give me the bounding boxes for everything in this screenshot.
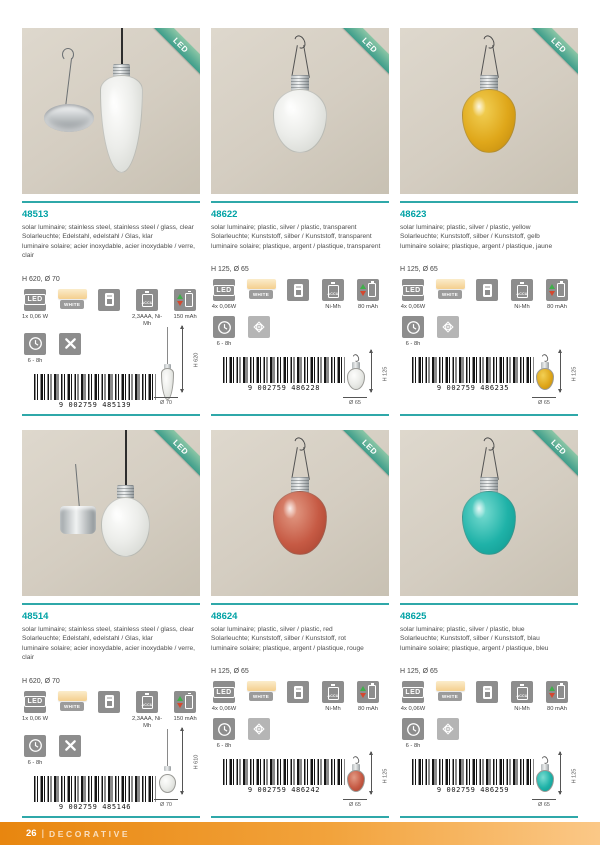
ean-number: 9 002759 486242 bbox=[247, 786, 321, 795]
switch-spec bbox=[474, 279, 500, 301]
spec-icons-row2 bbox=[400, 316, 578, 348]
divider-line bbox=[400, 816, 578, 818]
diameter-label: Ø 70 bbox=[150, 397, 182, 406]
clip-icon bbox=[437, 316, 459, 338]
description-de: Solarleuchte; Kunststoff, silber / Kunststoff, blau bbox=[400, 635, 540, 643]
bulb-illustration bbox=[100, 75, 143, 173]
switch-icon bbox=[476, 681, 498, 703]
clip-icon bbox=[248, 718, 270, 740]
ean-number: 9 002759 485139 bbox=[58, 400, 132, 409]
led-ribbon: LED bbox=[333, 430, 389, 484]
height-dimension-line bbox=[560, 752, 561, 794]
product-code: 48625 bbox=[400, 611, 427, 622]
capacity-spec bbox=[172, 289, 198, 321]
recharge-icon bbox=[174, 691, 196, 713]
divider-line bbox=[211, 201, 389, 203]
burn-time-label: 6 - 8h bbox=[216, 341, 232, 348]
switch-icon bbox=[98, 691, 120, 713]
battery-icon: ACCU bbox=[511, 681, 533, 703]
crossed-tools-icon bbox=[59, 735, 81, 757]
capacity-spec bbox=[544, 279, 570, 311]
capacity-spec bbox=[544, 681, 570, 713]
led-spec bbox=[22, 691, 48, 723]
burn-time-spec bbox=[22, 333, 48, 365]
height-label: H 620 bbox=[193, 352, 200, 368]
battery-icon: ACCU bbox=[322, 681, 344, 703]
ean-number: 9 002759 486259 bbox=[436, 786, 510, 795]
battery-icon: ACCU bbox=[511, 279, 533, 301]
switch-icon bbox=[287, 279, 309, 301]
led-icon: LED bbox=[24, 691, 46, 713]
description-fr: luminaire solaire; acier inoxydable, acier inoxydable / verre, clair bbox=[22, 644, 195, 662]
diameter-label: Ø 65 bbox=[339, 397, 371, 406]
battery-label: Ni-Mh bbox=[514, 304, 530, 311]
barcode bbox=[223, 759, 345, 785]
spec-icons-row2 bbox=[400, 718, 578, 750]
dimension-drawing bbox=[333, 750, 387, 808]
divider-line bbox=[22, 201, 200, 203]
hanging-wire bbox=[65, 58, 72, 108]
wattage-label: 1x 0,06 W bbox=[22, 313, 49, 320]
product-card-48623 bbox=[400, 28, 578, 416]
height-dimension-line bbox=[560, 350, 561, 392]
wire-hook bbox=[481, 33, 496, 50]
switch-spec bbox=[285, 681, 311, 703]
switch-spec bbox=[96, 289, 122, 311]
spec-icons-row2 bbox=[211, 316, 389, 348]
stainless-holder bbox=[60, 506, 96, 534]
bulb-illustration bbox=[273, 89, 327, 153]
clock-icon bbox=[213, 316, 235, 338]
description-fr: luminaire solaire; plastique, argent / plastique, bleu bbox=[400, 644, 549, 652]
recharge-icon bbox=[546, 279, 568, 301]
clip-icon bbox=[437, 718, 459, 740]
spec-icons-row2 bbox=[211, 718, 389, 750]
product-code: 48622 bbox=[211, 209, 238, 220]
page-number: 26 bbox=[26, 828, 37, 839]
spec-icons-row1 bbox=[211, 279, 389, 311]
led-spec bbox=[400, 681, 426, 713]
led-spec bbox=[400, 279, 426, 311]
spec-icons-row1 bbox=[400, 681, 578, 713]
switch-icon bbox=[98, 289, 120, 311]
bulb-illustration bbox=[101, 497, 150, 557]
capacity-label: 80 mAh bbox=[358, 706, 378, 713]
burn-time-label: 6 - 8h bbox=[405, 341, 421, 348]
capacity-spec bbox=[355, 681, 381, 713]
dimensions-text: H 125, Ø 65 bbox=[400, 668, 438, 676]
description-en: solar luminaire; plastic, silver / plastic, red bbox=[211, 626, 333, 633]
divider-line bbox=[400, 414, 578, 416]
warm-white-icon: WHITE bbox=[435, 279, 465, 299]
description-en: solar luminaire; plastic, silver / plastic, transparent bbox=[211, 224, 357, 231]
diameter-label: Ø 65 bbox=[339, 799, 371, 808]
burn-time-label: 6 - 8h bbox=[27, 357, 43, 364]
clock-icon bbox=[24, 735, 46, 757]
switch-spec bbox=[285, 279, 311, 301]
description-en: solar luminaire; plastic, silver / plastic, yellow bbox=[400, 224, 531, 231]
wattage-label: 4x 0,06W bbox=[400, 706, 426, 713]
divider-line bbox=[22, 603, 200, 605]
battery-icon: ACCU bbox=[136, 289, 158, 311]
led-icon: LED bbox=[402, 681, 424, 703]
battery-label: 2,3AAA, Ni-Mh bbox=[131, 715, 163, 729]
led-ribbon: LED bbox=[144, 430, 200, 484]
product-card-48514 bbox=[22, 430, 200, 818]
product-code: 48623 bbox=[400, 209, 427, 220]
spec-icons-row1 bbox=[22, 691, 200, 730]
barcode bbox=[412, 357, 534, 383]
divider-line bbox=[400, 603, 578, 605]
diameter-label: Ø 70 bbox=[150, 799, 182, 808]
description-fr: luminaire solaire; plastique, argent / plastique, rouge bbox=[211, 644, 364, 652]
burn-time-label: 6 - 8h bbox=[405, 743, 421, 750]
divider-line bbox=[211, 816, 389, 818]
dimensions-text: H 620, Ø 70 bbox=[22, 275, 60, 283]
recharge-icon bbox=[174, 289, 196, 311]
clock-icon bbox=[213, 718, 235, 740]
battery-label: Ni-Mh bbox=[325, 706, 341, 713]
ean-number: 9 002759 485146 bbox=[58, 802, 132, 811]
product-photo bbox=[22, 430, 200, 596]
bulb-illustration bbox=[462, 89, 516, 153]
bulb-illustration bbox=[462, 491, 516, 555]
burn-time-spec bbox=[400, 316, 426, 348]
warm-white-icon: WHITE bbox=[435, 681, 465, 701]
description-de: Solarleuchte; Kunststoff, silber / Kunststoff, rot bbox=[211, 635, 346, 643]
recharge-icon bbox=[357, 681, 379, 703]
diameter-label: Ø 65 bbox=[528, 799, 560, 808]
dimensions-text: H 125, Ø 65 bbox=[211, 668, 249, 676]
dimension-drawing bbox=[522, 348, 576, 406]
tools-spec bbox=[57, 735, 83, 757]
capacity-label: 80 mAh bbox=[358, 304, 378, 311]
stainless-dish bbox=[44, 104, 94, 132]
burn-time-spec bbox=[211, 316, 237, 348]
product-photo bbox=[400, 430, 578, 596]
description-en: solar luminaire; stainless steel, stainless steel / glass, clear bbox=[22, 626, 194, 633]
product-photo bbox=[211, 430, 389, 596]
dimension-drawing bbox=[333, 348, 387, 406]
burn-time-label: 6 - 8h bbox=[216, 743, 232, 750]
recharge-icon bbox=[546, 681, 568, 703]
hanging-wire bbox=[75, 464, 80, 508]
recharge-icon bbox=[357, 279, 379, 301]
led-ribbon bbox=[144, 28, 200, 82]
height-label: H 125 bbox=[571, 768, 578, 784]
spec-icons-row1 bbox=[211, 681, 389, 713]
battery-spec bbox=[320, 681, 346, 713]
divider-line bbox=[400, 201, 578, 203]
divider-line bbox=[22, 816, 200, 818]
led-spec bbox=[22, 289, 48, 321]
crossed-tools-icon bbox=[59, 333, 81, 355]
warm-white-icon: WHITE bbox=[246, 681, 276, 701]
wattage-label: 4x 0,06W bbox=[211, 706, 237, 713]
wire-hook bbox=[292, 33, 307, 50]
burn-time-spec bbox=[400, 718, 426, 750]
battery-spec bbox=[131, 691, 163, 730]
product-card-48625 bbox=[400, 430, 578, 818]
description-de: Solarleuchte; Kunststoff, silber / Kunststoff, transparent bbox=[211, 233, 372, 241]
page-footer bbox=[0, 822, 600, 845]
wire-hook bbox=[292, 435, 307, 452]
clip-icon bbox=[248, 316, 270, 338]
description-en: solar luminaire; stainless steel, stainless steel / glass, clear bbox=[22, 224, 194, 231]
switch-icon bbox=[287, 681, 309, 703]
ean-number: 9 002759 486228 bbox=[247, 384, 321, 393]
hanging-cord bbox=[125, 430, 127, 487]
spec-icons-row1 bbox=[22, 289, 200, 328]
led-ribbon: LED bbox=[333, 28, 389, 82]
dimension-drawing bbox=[522, 750, 576, 808]
bulb-illustration bbox=[273, 491, 327, 555]
battery-icon: ACCU bbox=[322, 279, 344, 301]
battery-spec bbox=[509, 279, 535, 311]
clock-icon bbox=[24, 333, 46, 355]
product-card-48622 bbox=[211, 28, 389, 416]
capacity-label: 150 mAh bbox=[173, 715, 197, 722]
clip-spec bbox=[246, 718, 272, 740]
burn-time-spec bbox=[211, 718, 237, 750]
footer-separator: | bbox=[41, 828, 45, 839]
product-code: 48624 bbox=[211, 611, 238, 622]
height-dimension-line bbox=[182, 728, 183, 794]
height-dimension-line bbox=[371, 350, 372, 392]
product-photo bbox=[400, 28, 578, 194]
burn-time-spec bbox=[22, 735, 48, 767]
barcode bbox=[223, 357, 345, 383]
height-label: H 610 bbox=[193, 754, 200, 770]
description-en: solar luminaire; plastic, silver / plastic, blue bbox=[400, 626, 525, 633]
product-photo bbox=[22, 28, 200, 194]
product-card-48624 bbox=[211, 430, 389, 818]
description-de: Solarleuchte; Kunststoff, silber / Kunststoff, gelb bbox=[400, 233, 540, 241]
capacity-label: 80 mAh bbox=[547, 706, 567, 713]
hanging-cord bbox=[121, 28, 123, 66]
battery-icon: ACCU bbox=[136, 691, 158, 713]
divider-line bbox=[211, 603, 389, 605]
battery-label: Ni-Mh bbox=[325, 304, 341, 311]
led-ribbon-label: LED bbox=[171, 35, 191, 55]
product-photo bbox=[211, 28, 389, 194]
led-spec bbox=[211, 279, 237, 311]
height-label: H 125 bbox=[382, 366, 389, 382]
led-ribbon: LED bbox=[522, 430, 578, 484]
mini-bulb-sketch bbox=[347, 770, 365, 792]
dimensions-text: H 125, Ø 65 bbox=[400, 266, 438, 274]
mini-bulb-sketch bbox=[536, 368, 554, 390]
wire-hook bbox=[62, 48, 74, 61]
dimension-drawing bbox=[144, 726, 198, 808]
battery-label: 2,3AAA, Ni-Mh bbox=[131, 313, 163, 327]
battery-spec bbox=[509, 681, 535, 713]
product-code: 48514 bbox=[22, 611, 49, 622]
spec-icons-row1 bbox=[400, 279, 578, 311]
height-dimension-line bbox=[371, 752, 372, 794]
led-icon: LED bbox=[402, 279, 424, 301]
mini-bulb-sketch bbox=[536, 770, 554, 792]
capacity-label: 150 mAh bbox=[173, 313, 197, 320]
burn-time-label: 6 - 8h bbox=[27, 759, 43, 766]
divider-line bbox=[22, 414, 200, 416]
wattage-label: 1x 0,06 W bbox=[22, 715, 49, 722]
clock-icon bbox=[402, 316, 424, 338]
product-code: 48513 bbox=[22, 209, 49, 220]
description-fr: luminaire solaire; plastique, argent / plastique, jaune bbox=[400, 242, 553, 250]
height-label: H 125 bbox=[571, 366, 578, 382]
capacity-spec bbox=[355, 279, 381, 311]
capacity-label: 80 mAh bbox=[547, 304, 567, 311]
description-fr: luminaire solaire; acier inoxydable, acier inoxydable / verre, clair bbox=[22, 242, 195, 260]
dimension-drawing bbox=[144, 324, 198, 406]
battery-label: Ni-Mh bbox=[514, 706, 530, 713]
ean-number: 9 002759 486235 bbox=[436, 384, 510, 393]
warm-white-icon: WHITE bbox=[57, 691, 87, 711]
battery-spec bbox=[131, 289, 163, 328]
catalog-grid bbox=[22, 28, 578, 818]
switch-spec bbox=[96, 691, 122, 713]
led-spec bbox=[211, 681, 237, 713]
barcode bbox=[34, 374, 156, 400]
wattage-label: 4x 0,06W bbox=[211, 304, 237, 311]
barcode bbox=[34, 776, 156, 802]
mini-bulb-sketch bbox=[347, 368, 365, 390]
switch-spec bbox=[474, 681, 500, 703]
battery-spec bbox=[320, 279, 346, 311]
mini-bulb-sketch bbox=[161, 368, 174, 400]
capacity-spec bbox=[172, 691, 198, 723]
divider-line bbox=[211, 414, 389, 416]
led-ribbon: LED bbox=[522, 28, 578, 82]
section-title: DECORATIVE bbox=[49, 828, 131, 839]
description-fr: luminaire solaire; plastique, argent / plastique, transparent bbox=[211, 242, 381, 250]
description-de: Solarleuchte; Edelstahl, edelstahl / Glas, klar bbox=[22, 233, 153, 241]
clip-spec bbox=[435, 718, 461, 740]
warm-white-icon: WHITE bbox=[57, 289, 87, 309]
mini-bulb-sketch bbox=[159, 774, 176, 793]
clock-icon bbox=[402, 718, 424, 740]
clip-spec bbox=[246, 316, 272, 338]
description-de: Solarleuchte; Edelstahl, edelstahl / Glas, klar bbox=[22, 635, 153, 643]
tools-spec bbox=[57, 333, 83, 355]
led-icon: LED bbox=[213, 279, 235, 301]
clip-spec bbox=[435, 316, 461, 338]
led-icon: LED bbox=[213, 681, 235, 703]
height-dimension-line bbox=[182, 326, 183, 392]
led-icon: LED bbox=[24, 289, 46, 311]
diameter-label: Ø 65 bbox=[528, 397, 560, 406]
height-label: H 125 bbox=[382, 768, 389, 784]
warm-white-icon: WHITE bbox=[246, 279, 276, 299]
product-card-48513 bbox=[22, 28, 200, 416]
dimensions-text: H 620, Ø 70 bbox=[22, 677, 60, 685]
switch-icon bbox=[476, 279, 498, 301]
wire-hook bbox=[481, 435, 496, 452]
barcode bbox=[412, 759, 534, 785]
dimensions-text: H 125, Ø 65 bbox=[211, 266, 249, 274]
wattage-label: 4x 0,06W bbox=[400, 304, 426, 311]
